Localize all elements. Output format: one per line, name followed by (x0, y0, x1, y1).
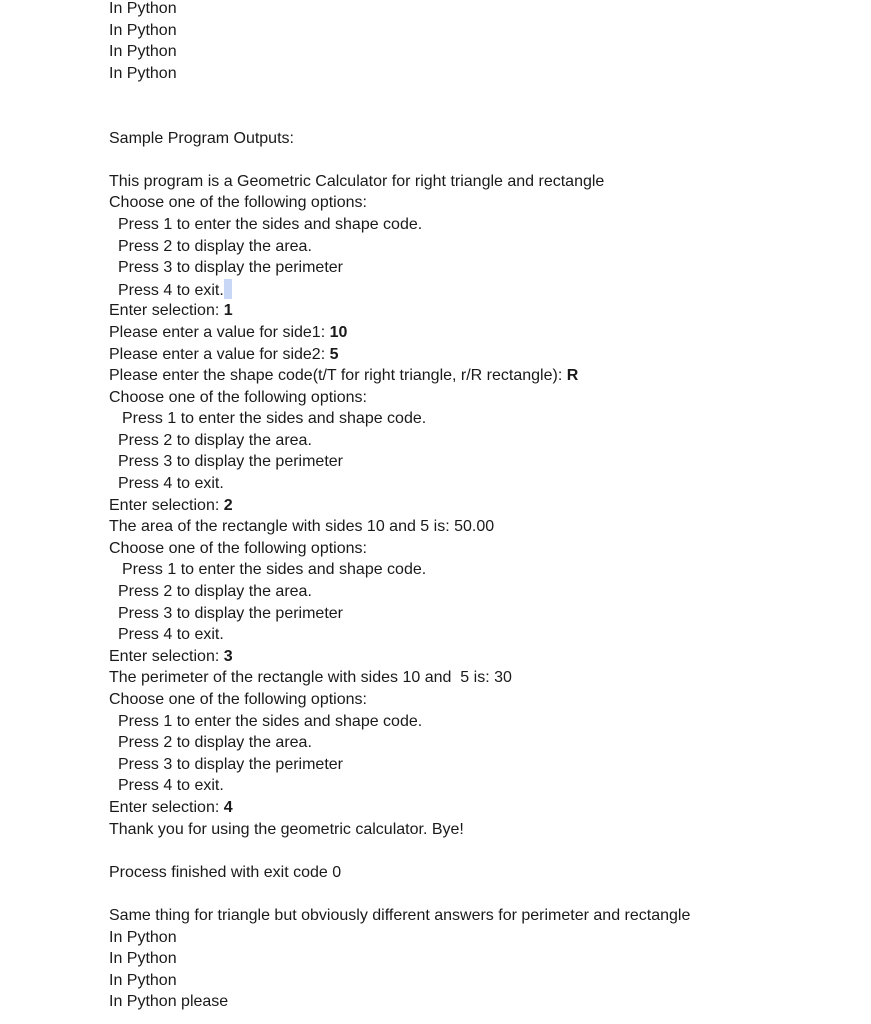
text-selection-highlight (224, 279, 232, 299)
selection-line (109, 797, 849, 819)
menu-option-2: Press 2 to display the area. (118, 431, 312, 449)
selection-line (109, 495, 849, 517)
side2-prompt: Please enter a value for side2: (109, 345, 330, 363)
menu-option-1: Press 1 to enter the sides and shape code. (118, 215, 423, 233)
spacer (109, 84, 849, 127)
outro-line: In Python please (109, 993, 229, 1011)
menu-option-4: Press 4 to exit. (118, 777, 224, 795)
user-input: 4 (223, 798, 233, 816)
selection-line (109, 646, 849, 668)
menu-option-4: Press 4 to exit. (118, 281, 224, 299)
intro-line: In Python (109, 64, 177, 82)
triangle-note: Same thing for triangle but obviously different answers for perimeter and rectangle (109, 906, 691, 924)
outro-line: In Python (109, 971, 177, 989)
menu-option-3: Press 3 to display the perimeter (118, 604, 343, 622)
intro-line: In Python (109, 0, 177, 17)
menu-option-2: Press 2 to display the area. (118, 237, 312, 255)
outro-line: In Python (109, 928, 177, 946)
program-intro: This program is a Geometric Calculator for right triangle and rectangle (109, 172, 605, 190)
goodbye-message: Thank you for using the geometric calculator. Bye! (109, 820, 464, 838)
selection-prompt: Enter selection: (109, 302, 224, 320)
menu-title: Choose one of the following options: (109, 691, 367, 708)
perimeter-result: The perimeter of the rectangle with sides 10 and 5 is: 30 (109, 669, 512, 687)
shape-line (109, 365, 849, 387)
spacer (109, 840, 849, 862)
menu-title: Choose one of the following options: (109, 194, 367, 212)
process-exit-message: Process finished with exit code 0 (109, 863, 342, 881)
menu-option-3: Press 3 to display the perimeter (118, 755, 343, 773)
menu-title: Choose one of the following options: (109, 388, 367, 406)
area-result: The area of the rectangle with sides 10 and 5 is: 50.00 (109, 518, 495, 536)
selection-line (109, 300, 849, 322)
menu-option-4: Press 4 to exit. (118, 475, 224, 493)
side1-prompt: Please enter a value for side1: (109, 323, 330, 341)
selection-prompt: Enter selection: (109, 647, 224, 665)
spacer (109, 883, 849, 905)
user-input: 2 (223, 496, 233, 514)
intro-line: In Python (109, 43, 177, 61)
user-input: 10 (329, 323, 348, 341)
menu-option-2: Press 2 to display the area. (118, 583, 312, 601)
selection-prompt: Enter selection: (109, 496, 224, 514)
menu-option-4: Press 4 to exit. (118, 626, 224, 644)
document-body (109, 0, 849, 1013)
intro-line: In Python (109, 21, 177, 39)
menu-option-4-line (109, 279, 849, 301)
menu-option-1: Press 1 to enter the sides and shape code. (122, 410, 427, 428)
side2-line (109, 344, 849, 366)
menu-option-3: Press 3 to display the perimeter (118, 453, 343, 471)
user-input: 1 (223, 302, 233, 320)
user-input: 5 (329, 345, 339, 363)
section-heading: Sample Program Outputs: (109, 129, 294, 147)
menu-option-3: Press 3 to display the perimeter (118, 259, 343, 277)
menu-title: Choose one of the following options: (109, 539, 367, 557)
spacer (109, 149, 849, 171)
menu-option-1: Press 1 to enter the sides and shape code. (118, 712, 423, 730)
side1-line (109, 322, 849, 344)
menu-option-1: Press 1 to enter the sides and shape code. (122, 561, 427, 579)
user-input: 3 (223, 647, 233, 665)
menu-option-2: Press 2 to display the area. (118, 734, 312, 752)
selection-prompt: Enter selection: (109, 798, 224, 816)
outro-line: In Python (109, 950, 177, 968)
shape-prompt: Please enter the shape code(t/T for right triangle, r/R rectangle): (109, 367, 567, 385)
user-input: R (566, 367, 579, 385)
